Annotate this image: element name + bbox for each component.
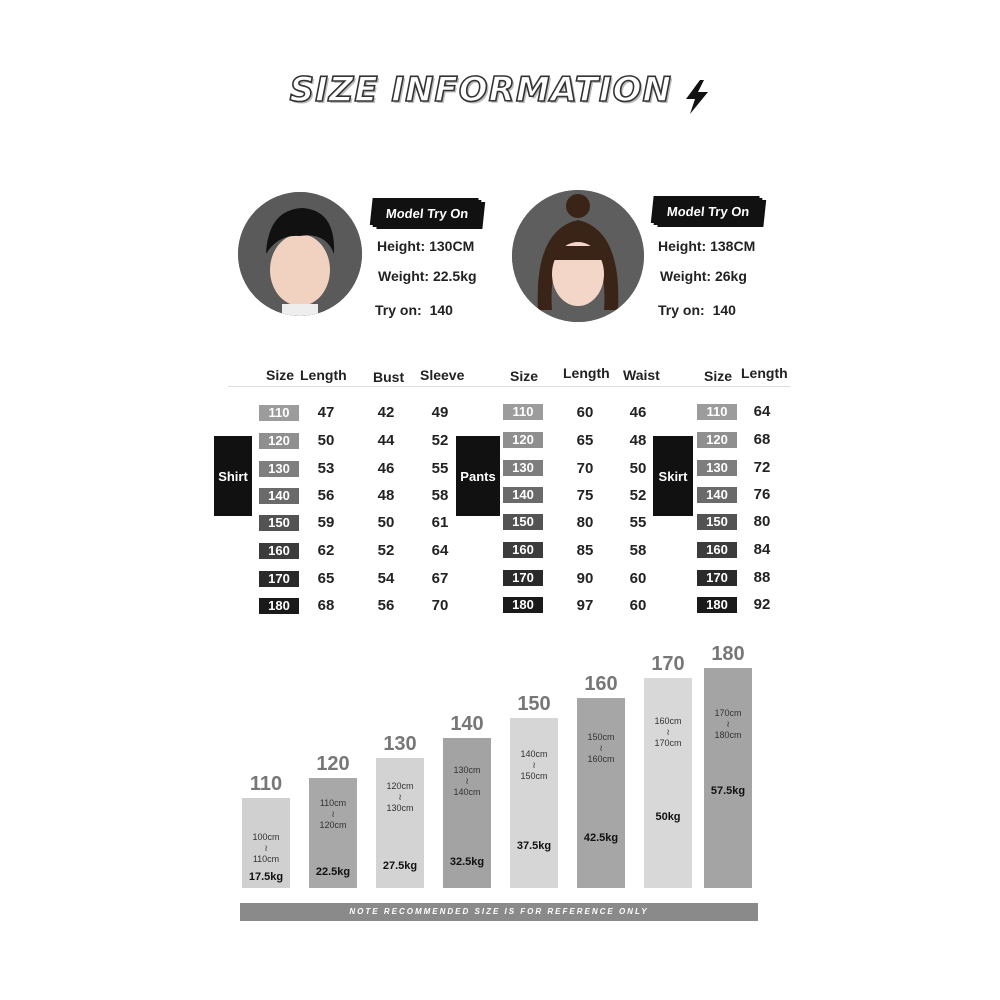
shirt-sleeve-cell: 70 [431, 597, 449, 614]
skirt-length-cell: 68 [753, 431, 771, 448]
shirt-length-cell: 62 [317, 542, 335, 559]
model-tag-boy: Model Try On [373, 200, 482, 227]
shirt-header-length: Length [300, 367, 347, 383]
bar-weight-label: 32.5kg [449, 856, 485, 868]
bar-height-range [571, 732, 631, 765]
range-value: 180cm [714, 730, 742, 740]
pants-size-badge: 160 [503, 542, 543, 558]
pants-waist-cell: 52 [629, 487, 647, 504]
skirt-size-badge: 180 [697, 597, 737, 613]
model-tryon-boy [375, 302, 453, 318]
shirt-sleeve-cell: 67 [431, 570, 449, 587]
pants-header-length: Length [563, 365, 610, 381]
shirt-size-badge: 140 [259, 488, 299, 504]
shirt-size-badge: 110 [259, 405, 299, 421]
skirt-length-cell: 84 [753, 541, 771, 558]
range-separator: ≀ [726, 719, 730, 729]
shirt-bust-cell: 48 [377, 487, 395, 504]
bar-height-range [638, 716, 698, 749]
skirt-length-cell: 64 [753, 403, 771, 420]
category-shirt: Shirt [214, 436, 252, 516]
model-avatar-boy [238, 192, 362, 316]
range-separator: ≀ [264, 843, 268, 853]
range-value: 170cm [714, 708, 742, 718]
pants-waist-cell: 46 [629, 404, 647, 421]
pants-waist-cell: 58 [629, 542, 647, 559]
size-bar [577, 698, 625, 888]
lightning-icon [682, 80, 710, 114]
bar-weight-label: 50kg [655, 811, 681, 823]
range-value: 140cm [453, 787, 481, 797]
pants-waist-cell: 60 [629, 570, 647, 587]
shirt-bust-cell: 52 [377, 542, 395, 559]
boy-portrait-icon [238, 192, 362, 316]
bar-height-range [698, 708, 758, 741]
skirt-size-badge: 110 [697, 404, 737, 420]
skirt-length-cell: 72 [753, 459, 771, 476]
shirt-length-cell: 50 [317, 432, 335, 449]
bar-size-label: 120 [316, 753, 350, 775]
range-value: 130cm [453, 765, 481, 775]
bar-height-range [236, 832, 296, 865]
skirt-header-size: Size [704, 368, 733, 384]
reference-note: NOTE RECOMMENDED SIZE IS FOR REFERENCE ONLY [240, 903, 758, 921]
shirt-bust-cell: 54 [377, 570, 395, 587]
shirt-bust-cell: 50 [377, 514, 395, 531]
range-separator: ≀ [331, 809, 335, 819]
bar-size-label: 170 [651, 653, 685, 675]
bar-size-label: 130 [383, 733, 417, 755]
pants-length-cell: 80 [576, 514, 594, 531]
category-pants: Pants [456, 436, 500, 516]
range-value: 160cm [654, 716, 682, 726]
pants-waist-cell: 48 [629, 432, 647, 449]
bar-weight-label: 42.5kg [583, 832, 619, 844]
shirt-size-badge: 130 [259, 461, 299, 477]
model-tryon-girl [658, 302, 736, 318]
shirt-sleeve-cell: 64 [431, 542, 449, 559]
bar-size-label: 180 [711, 643, 745, 665]
skirt-header-length: Length [741, 365, 788, 381]
tryon-value: 140 [712, 302, 736, 318]
range-value: 100cm [252, 832, 280, 842]
pants-size-badge: 130 [503, 460, 543, 476]
table-divider [228, 386, 472, 387]
bar-height-range [504, 749, 564, 782]
pants-size-badge: 140 [503, 487, 543, 503]
shirt-size-badge: 170 [259, 571, 299, 587]
pants-size-badge: 170 [503, 570, 543, 586]
pants-size-badge: 120 [503, 432, 543, 448]
bar-weight-label: 17.5kg [248, 871, 284, 883]
size-bar [644, 678, 692, 888]
pants-length-cell: 75 [576, 487, 594, 504]
shirt-bust-cell: 56 [377, 597, 395, 614]
skirt-size-badge: 160 [697, 542, 737, 558]
model-weight-girl: Weight: 26kg [660, 268, 747, 284]
range-value: 170cm [654, 738, 682, 748]
table-divider [472, 386, 670, 387]
model-height-boy: Height: 130CM [377, 238, 475, 254]
range-value: 140cm [520, 749, 548, 759]
shirt-header-size: Size [266, 367, 295, 383]
tryon-value: 140 [429, 302, 453, 318]
shirt-sleeve-cell: 61 [431, 514, 449, 531]
range-value: 150cm [520, 771, 548, 781]
shirt-size-badge: 180 [259, 598, 299, 614]
range-separator: ≀ [599, 743, 603, 753]
bar-size-label: 160 [584, 673, 618, 695]
skirt-length-cell: 92 [753, 596, 771, 613]
skirt-size-badge: 120 [697, 432, 737, 448]
pants-waist-cell: 50 [629, 460, 647, 477]
skirt-length-cell: 88 [753, 569, 771, 586]
bar-weight-label: 22.5kg [315, 866, 351, 878]
shirt-bust-cell: 42 [377, 404, 395, 421]
shirt-size-badge: 160 [259, 543, 299, 559]
shirt-bust-cell: 44 [377, 432, 395, 449]
model-tag-girl: Model Try On [654, 198, 763, 225]
shirt-length-cell: 56 [317, 487, 335, 504]
pants-length-cell: 60 [576, 404, 594, 421]
bar-height-range [303, 798, 363, 831]
page-title [0, 70, 1000, 114]
pants-waist-cell: 60 [629, 597, 647, 614]
pants-length-cell: 85 [576, 542, 594, 559]
bar-height-range [437, 765, 497, 798]
bar-weight-label: 27.5kg [382, 860, 418, 872]
bar-weight-label: 57.5kg [710, 785, 746, 797]
range-value: 160cm [587, 754, 615, 764]
model-weight-boy: Weight: 22.5kg [378, 268, 477, 284]
bar-size-label: 150 [517, 693, 551, 715]
shirt-length-cell: 65 [317, 570, 335, 587]
range-separator: ≀ [465, 776, 469, 786]
range-value: 110cm [252, 854, 280, 864]
range-value: 120cm [319, 820, 347, 830]
skirt-size-badge: 170 [697, 570, 737, 586]
shirt-length-cell: 59 [317, 514, 335, 531]
shirt-size-badge: 120 [259, 433, 299, 449]
range-separator: ≀ [532, 760, 536, 770]
model-avatar-girl [512, 190, 644, 322]
pants-size-badge: 110 [503, 404, 543, 420]
skirt-size-badge: 140 [697, 487, 737, 503]
table-divider [670, 386, 790, 387]
shirt-bust-cell: 46 [377, 460, 395, 477]
shirt-length-cell: 47 [317, 404, 335, 421]
pants-size-badge: 180 [503, 597, 543, 613]
category-skirt: Skirt [653, 436, 693, 516]
range-value: 120cm [386, 781, 414, 791]
pants-length-cell: 90 [576, 570, 594, 587]
pants-size-badge: 150 [503, 514, 543, 530]
shirt-length-cell: 53 [317, 460, 335, 477]
shirt-sleeve-cell: 52 [431, 432, 449, 449]
skirt-length-cell: 76 [753, 486, 771, 503]
title-text: SIZE INFORMATION [289, 70, 672, 110]
model-height-girl: Height: 138CM [658, 238, 756, 254]
pants-header-waist: Waist [623, 367, 660, 383]
skirt-size-badge: 130 [697, 460, 737, 476]
pants-header-size: Size [510, 368, 539, 384]
pants-length-cell: 70 [576, 460, 594, 477]
shirt-sleeve-cell: 49 [431, 404, 449, 421]
bar-size-label: 140 [450, 713, 484, 735]
bar-weight-label: 37.5kg [516, 840, 552, 852]
bar-size-label: 110 [249, 773, 283, 795]
pants-waist-cell: 55 [629, 514, 647, 531]
range-separator: ≀ [666, 727, 670, 737]
shirt-length-cell: 68 [317, 597, 335, 614]
tryon-label: Try on: [375, 302, 422, 318]
skirt-length-cell: 80 [753, 513, 771, 530]
bar-height-range [370, 781, 430, 814]
range-value: 110cm [319, 798, 347, 808]
shirt-sleeve-cell: 58 [431, 487, 449, 504]
range-value: 150cm [587, 732, 615, 742]
shirt-header-sleeve: Sleeve [420, 367, 465, 383]
range-value: 130cm [386, 803, 414, 813]
range-separator: ≀ [398, 792, 402, 802]
skirt-size-badge: 150 [697, 514, 737, 530]
tryon-label: Try on: [658, 302, 705, 318]
shirt-size-badge: 150 [259, 515, 299, 531]
pants-length-cell: 65 [576, 432, 594, 449]
shirt-sleeve-cell: 55 [431, 460, 449, 477]
girl-portrait-icon [512, 190, 644, 322]
pants-length-cell: 97 [576, 597, 594, 614]
size-bar [510, 718, 558, 888]
shirt-header-bust: Bust [373, 369, 405, 385]
size-bar [704, 668, 752, 888]
